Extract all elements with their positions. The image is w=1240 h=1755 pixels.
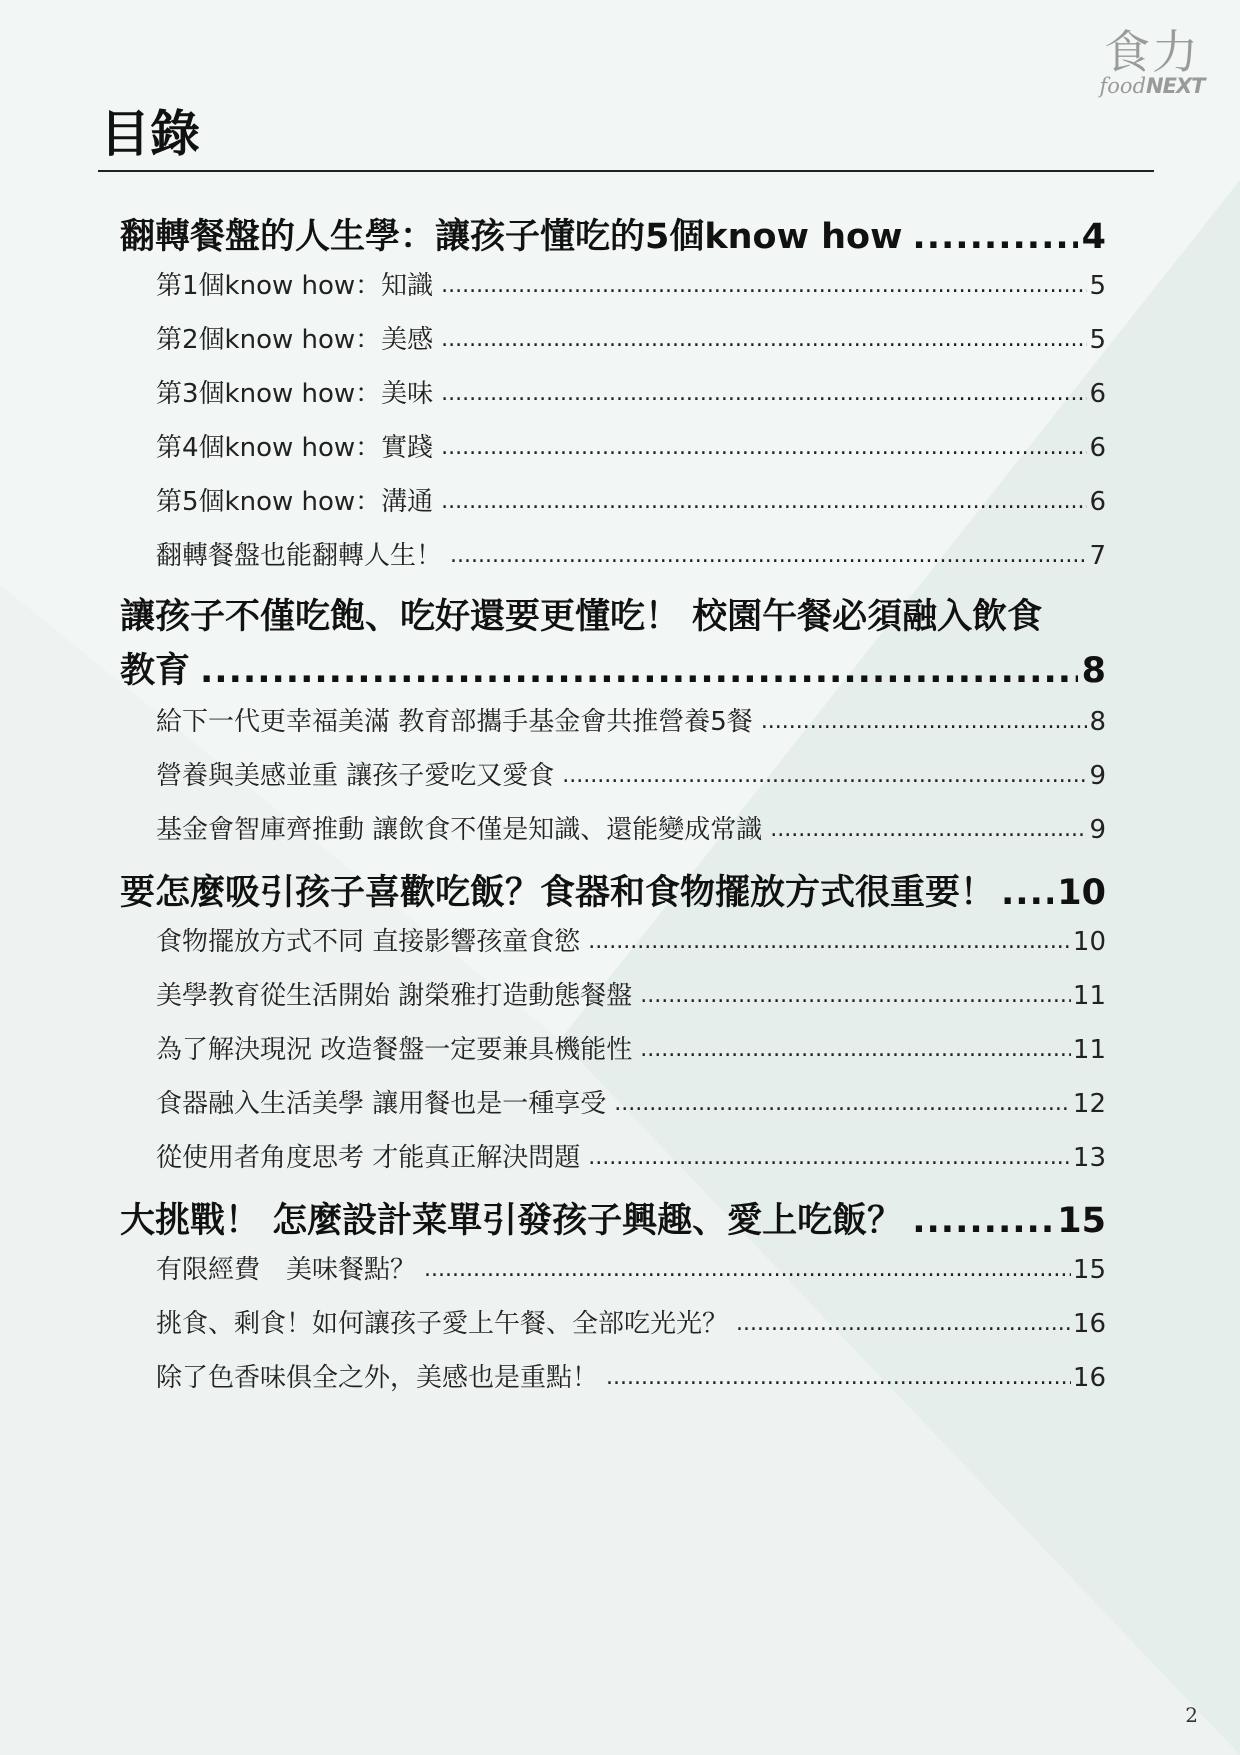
toc-section-3 bbox=[120, 864, 1106, 1178]
toc-entry-page: 15 bbox=[1072, 1255, 1106, 1285]
toc-section-heading[interactable] bbox=[120, 208, 1106, 262]
toc-entry-title: 第5個know how：溝通 bbox=[156, 487, 434, 517]
toc-section-2 bbox=[120, 590, 1106, 850]
toc-entry-title: 第3個know how：美味 bbox=[156, 379, 434, 409]
toc-entry[interactable] bbox=[156, 756, 1106, 796]
toc-entry-title: 美學教育從生活開始 謝榮雅打造動態餐盤 bbox=[156, 981, 633, 1011]
toc-entry[interactable] bbox=[156, 320, 1106, 360]
toc-entry-page: 6 bbox=[1089, 433, 1106, 463]
toc-entry-page: 13 bbox=[1072, 1143, 1106, 1173]
dot-leader bbox=[588, 922, 1071, 962]
toc-entry[interactable] bbox=[156, 482, 1106, 522]
toc-entry-page: 7 bbox=[1089, 541, 1106, 571]
toc-entry-page: 6 bbox=[1089, 379, 1106, 409]
dot-leader bbox=[606, 1358, 1071, 1398]
dot-leader bbox=[441, 482, 1087, 522]
toc-entry-page: 11 bbox=[1072, 1035, 1106, 1065]
toc-section-title-line2: 教育 bbox=[120, 651, 191, 691]
dot-leader bbox=[200, 644, 1078, 698]
toc-entry-page: 9 bbox=[1089, 761, 1106, 791]
toc-entry[interactable] bbox=[156, 266, 1106, 306]
toc-entry-page: 12 bbox=[1072, 1089, 1106, 1119]
toc-section-page: 4 bbox=[1081, 217, 1106, 257]
toc-entry-title: 基金會智庫齊推動 讓飲食不僅是知識、還能變成常識 bbox=[156, 815, 763, 845]
page-title: 目錄 bbox=[100, 104, 200, 163]
toc-section-title: 翻轉餐盤的人生學：讓孩子懂吃的5個know how bbox=[120, 217, 903, 257]
toc-entry-title: 第2個know how：美感 bbox=[156, 325, 434, 355]
logo-chinese-text: 食力 bbox=[1104, 25, 1200, 79]
toc-entry[interactable] bbox=[156, 1138, 1106, 1178]
toc-entry-title: 給下一代更幸福美滿 教育部攜手基金會共推營養5餐 bbox=[156, 707, 753, 737]
toc-entry[interactable] bbox=[156, 1250, 1106, 1290]
toc-section-heading[interactable] bbox=[120, 1192, 1106, 1246]
dot-leader bbox=[441, 374, 1087, 414]
dot-leader bbox=[424, 1250, 1071, 1290]
toc-entry[interactable] bbox=[156, 1084, 1106, 1124]
table-of-contents bbox=[120, 208, 1106, 1412]
logo-english-prefix: food bbox=[1099, 74, 1147, 98]
toc-entry-title: 食物擺放方式不同 直接影響孩童食慾 bbox=[156, 927, 581, 957]
toc-section-title-line1: 讓孩子不僅吃飽、吃好還要更懂吃！ 校園午餐必須融入飲食 bbox=[120, 597, 1043, 637]
toc-entry[interactable] bbox=[156, 1030, 1106, 1070]
toc-section-1 bbox=[120, 208, 1106, 576]
dot-leader bbox=[1001, 868, 1053, 918]
toc-entry-title: 除了色香味俱全之外，美感也是重點！ bbox=[156, 1363, 599, 1393]
toc-entry-title: 為了解決現況 改造餐盤一定要兼具機能性 bbox=[156, 1035, 633, 1065]
toc-entry-title: 營養與美感並重 讓孩子愛吃又愛食 bbox=[156, 761, 555, 791]
dot-leader bbox=[441, 266, 1087, 306]
logo-english-text bbox=[1092, 76, 1212, 96]
toc-entry[interactable] bbox=[156, 922, 1106, 962]
food-next-logo bbox=[1092, 26, 1212, 96]
toc-entry-page: 5 bbox=[1089, 325, 1106, 355]
toc-entry[interactable] bbox=[156, 702, 1106, 742]
dot-leader bbox=[614, 1084, 1071, 1124]
toc-entry[interactable] bbox=[156, 428, 1106, 468]
toc-section-heading[interactable] bbox=[120, 864, 1106, 918]
toc-entry-page: 16 bbox=[1072, 1363, 1106, 1393]
logo-english-suffix: NEXT bbox=[1146, 74, 1205, 98]
toc-entry-page: 6 bbox=[1089, 487, 1106, 517]
toc-entry-page: 11 bbox=[1072, 981, 1106, 1011]
toc-entry-title: 翻轉餐盤也能翻轉人生！ bbox=[156, 541, 443, 571]
dot-leader bbox=[562, 756, 1087, 796]
toc-entry-page: 16 bbox=[1072, 1309, 1106, 1339]
toc-entry[interactable] bbox=[156, 1358, 1106, 1398]
dot-leader bbox=[912, 212, 1077, 262]
toc-section-title: 要怎麼吸引孩子喜歡吃飯？食器和食物擺放方式很重要！ bbox=[120, 873, 996, 913]
toc-entry-title: 食器融入生活美學 讓用餐也是一種享受 bbox=[156, 1089, 607, 1119]
dot-leader bbox=[770, 810, 1087, 850]
dot-leader bbox=[761, 702, 1088, 742]
title-divider bbox=[98, 170, 1154, 172]
toc-entry[interactable] bbox=[156, 810, 1106, 850]
dot-leader bbox=[441, 320, 1087, 360]
toc-entry-page: 5 bbox=[1089, 271, 1106, 301]
dot-leader bbox=[441, 428, 1087, 468]
dot-leader bbox=[588, 1138, 1071, 1178]
toc-entry-page: 10 bbox=[1072, 927, 1106, 957]
toc-section-page: 10 bbox=[1057, 873, 1106, 913]
toc-entry[interactable] bbox=[156, 536, 1106, 576]
dot-leader bbox=[450, 536, 1087, 576]
toc-entry-title: 第4個know how：實踐 bbox=[156, 433, 434, 463]
toc-section-title: 大挑戰！ 怎麼設計菜單引發孩子興趣、愛上吃飯？ bbox=[120, 1201, 903, 1241]
toc-section-title-line2-row bbox=[120, 644, 1106, 698]
dot-leader bbox=[736, 1304, 1071, 1344]
page-number: 2 bbox=[1185, 1703, 1198, 1727]
toc-entry[interactable] bbox=[156, 976, 1106, 1016]
toc-section-heading[interactable] bbox=[120, 590, 1106, 698]
toc-entry[interactable] bbox=[156, 374, 1106, 414]
toc-section-4 bbox=[120, 1192, 1106, 1398]
dot-leader bbox=[912, 1196, 1053, 1246]
toc-entry-title: 從使用者角度思考 才能真正解決問題 bbox=[156, 1143, 581, 1173]
toc-section-page: 15 bbox=[1057, 1201, 1106, 1241]
toc-section-page: 8 bbox=[1081, 651, 1106, 691]
toc-entry[interactable] bbox=[156, 1304, 1106, 1344]
toc-entry-title: 有限經費 美味餐點？ bbox=[156, 1255, 417, 1285]
toc-entry-page: 8 bbox=[1089, 707, 1106, 737]
toc-entry-title: 第1個know how：知識 bbox=[156, 271, 434, 301]
dot-leader bbox=[640, 1030, 1071, 1070]
dot-leader bbox=[640, 976, 1071, 1016]
toc-entry-page: 9 bbox=[1089, 815, 1106, 845]
toc-entry-title: 挑食、剩食！如何讓孩子愛上午餐、全部吃光光？ bbox=[156, 1309, 729, 1339]
